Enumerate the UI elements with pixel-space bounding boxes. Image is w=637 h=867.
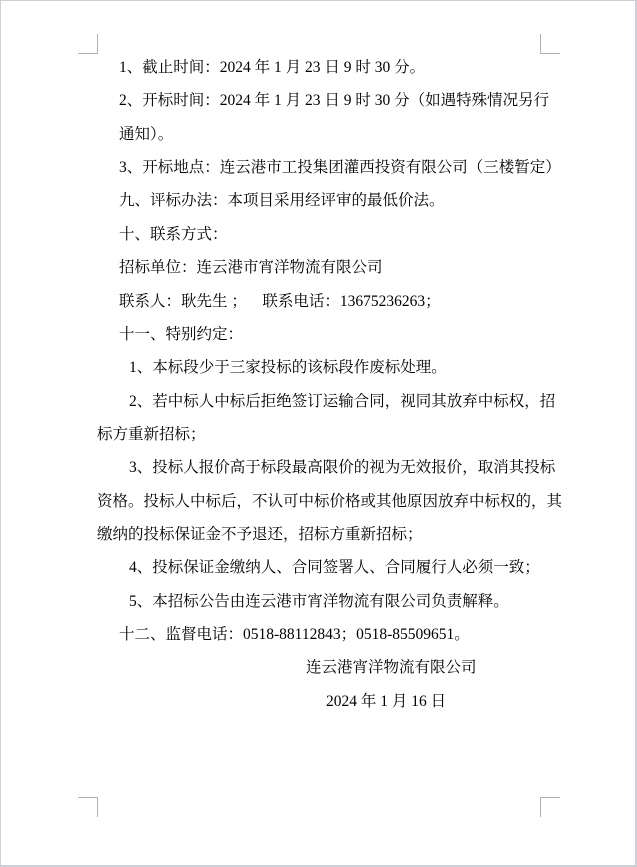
document-line: 5、本招标公告由连云港市宵洋物流有限公司负责解释。: [129, 592, 509, 610]
date-line: 2024 年 1 月 16 日: [326, 692, 447, 710]
document-line: 资格。投标人中标后，不认可中标价格或其他原因放弃中标权的，其: [97, 492, 563, 510]
document-line: 3、开标地点：连云港市工投集团灌西投资有限公司（三楼暂定）: [119, 159, 561, 177]
document-line: 通知）。: [119, 125, 174, 143]
text-boundary-mark-bottom-right: [540, 797, 560, 817]
document-line: 标方重新招标；: [97, 425, 206, 443]
document-line: 十、联系方式：: [119, 225, 228, 243]
document-line: 十一、特别约定：: [119, 325, 244, 343]
signature-line: 连云港宵洋物流有限公司: [306, 659, 477, 677]
document-line: 2、若中标人中标后拒绝签订运输合同，视同其放弃中标权，招: [129, 392, 556, 410]
text-boundary-mark-bottom-left: [78, 797, 98, 817]
document-line: 3、投标人报价高于标段最高限价的视为无效报价，取消其投标: [129, 459, 556, 477]
document-line: 1、截止时间：2024 年 1 月 23 日 9 时 30 分。: [119, 59, 426, 76]
document-line: 联系人：耿先生 ； 联系电话：13675236263；: [119, 292, 441, 310]
document-line: 缴纳的投标保证金不予退还，招标方重新招标；: [97, 525, 423, 543]
text-boundary-mark-top-left: [78, 34, 98, 54]
document-line: 十二、监督电话：0518-88112843；0518-85509651。: [119, 626, 470, 643]
document-line: 2、开标时间：2024 年 1 月 23 日 9 时 30 分（如遇特殊情况另行: [119, 92, 550, 110]
document-line: 九、评标办法：本项目采用经评审的最低价法。: [119, 192, 445, 210]
document-line: 1、本标段少于三家投标的该标段作废标处理。: [129, 359, 447, 377]
text-boundary-mark-top-right: [540, 34, 560, 54]
document-line: 4、投标保证金缴纳人、合同签署人、合同履行人必须一致；: [129, 559, 540, 577]
document-line: 招标单位：连云港市宵洋物流有限公司: [119, 259, 383, 277]
